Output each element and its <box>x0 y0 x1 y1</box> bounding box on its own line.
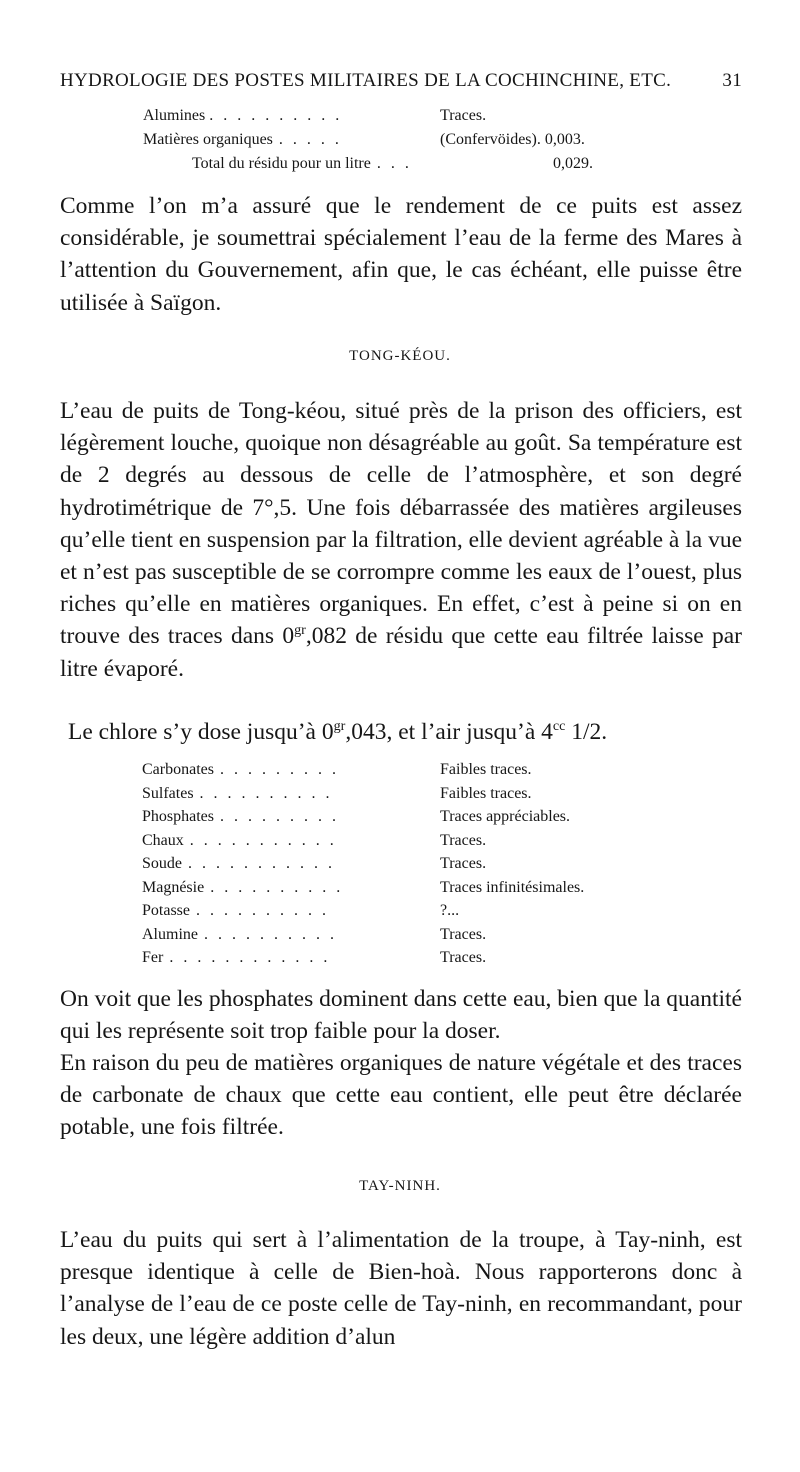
item-value: 0,029. <box>553 155 593 172</box>
paragraph-chlore <box>60 716 742 748</box>
item-value: (Confervöides). 0,003. <box>440 131 585 148</box>
leader-dots: . . . . . . . . . . <box>209 107 343 124</box>
item-name: Soude <box>142 855 182 872</box>
unit-superscript: gr <box>333 718 346 735</box>
running-head <box>60 70 742 92</box>
page-number: 31 <box>722 70 742 91</box>
item-name: Fer <box>142 949 164 966</box>
text-run: L’eau de puits de Tong-kéou, situé près de la prison des officiers, est légèrement louche, quoique non désagréable au goût. Sa température est de 2 degrés au dessous de celle de l’atmosphère, et son degré hydrotimétrique de 7°,5. Une fois débarrassée des matières argileuses qu’elle tient en suspension par la filtration, elle devient agréable à la vue et n’est pas susceptible de se corrompre comme les eaux de l’ouest, plus riches qu’elle en matières organiques. En effet, c’est à peine si on en trouve des traces dans 0 <box>60 398 742 650</box>
text-run: ,082 de résidu que cette eau filtrée laisse par litre évaporé. <box>60 623 742 682</box>
paragraph-phosphates: On voit que les phosphates dominent dans cette eau, bien que la quantité qui les représente soit trop faible pour la doser. <box>60 986 742 1045</box>
item-value: Traces. <box>440 855 487 872</box>
section-title-tong-keou: TONG-KÉOU. <box>349 348 451 364</box>
item-name: Total du résidu pour un litre <box>192 155 371 172</box>
item-value: Traces. <box>440 949 487 966</box>
item-value: Faibles traces. <box>440 761 532 778</box>
list-item <box>142 758 339 782</box>
item-name: Alumines <box>143 107 206 124</box>
leader-dots: . . . . . . . . . . . . <box>169 949 331 966</box>
item-value: Traces appréciables. <box>440 808 571 825</box>
list-item <box>142 899 329 923</box>
top-analysis-list <box>0 104 800 176</box>
list-item <box>143 104 342 128</box>
item-value: Traces. <box>440 831 487 849</box>
item-name: Sulfates <box>142 784 194 802</box>
analysis-list <box>0 758 800 970</box>
leader-dots: . . . . . <box>278 131 342 148</box>
paragraph-potable: En raison du peu de matières organiques de nature végétale et des traces de carbonate de chaux que cette eau contient, elle peut être déclarée potable, une fois filtrée. <box>60 1050 742 1141</box>
leader-dots: . . . . . . . . . <box>220 808 339 825</box>
section-title-tay-ninh: TAY-NINH. <box>359 1178 441 1194</box>
item-name: Matières organiques <box>143 131 273 148</box>
list-item <box>192 152 412 176</box>
paragraph-ferme-des-mares: Comme l’on m’a assuré que le rendement de ce puits est assez considérable, je soumettrai spécialement l’eau de la ferme des Mares à l’attention du Gouvernement, afin que, le cas échéant, elle puisse être utilisée à Saïgon. <box>60 193 742 316</box>
item-value: Faibles traces. <box>440 784 532 802</box>
leader-dots: . . . . . . . . . . . <box>189 831 337 849</box>
list-item <box>142 923 337 947</box>
item-name: Carbonates <box>142 761 214 778</box>
list-item <box>142 805 339 829</box>
item-value: ?... <box>440 902 460 919</box>
leader-dots: . . . . . . . . . . <box>196 902 329 919</box>
item-value: Traces infinitésimales. <box>440 878 585 896</box>
text-run: 1/2. <box>565 719 608 745</box>
leader-dots: . . . . . . . . . . <box>204 925 337 943</box>
item-name: Alumine <box>142 925 198 943</box>
list-item <box>142 876 343 900</box>
leader-dots: . . . . . . . . . <box>219 761 339 778</box>
text-run: Le chlore s’y dose jusqu’à 0 <box>68 719 334 745</box>
leader-dots: . . . . . . . . . . <box>199 784 333 802</box>
list-item <box>143 128 342 152</box>
text-run: ,043, et l’air jusqu’à 4 <box>345 719 553 745</box>
item-value: Traces. <box>440 107 487 124</box>
list-item <box>142 829 337 853</box>
paragraph-tong-keou <box>60 395 742 685</box>
item-name: Potasse <box>142 902 190 919</box>
leader-dots: . . . . . . . . . . . <box>188 855 335 872</box>
item-name: Phosphates <box>142 808 214 825</box>
leader-dots: . . . <box>376 155 412 172</box>
leader-dots: . . . . . . . . . . <box>210 878 344 896</box>
paragraph-tay-ninh: L’eau du puits qui sert à l’alimentation de la troupe, à Tay-ninh, est presque identique à celle de Bien-hoà. Nous rapporterons donc à l’analyse de l’eau de ce poste celle de Tay-ninh, en recommandant, pour les deux, une légère addition d’alun <box>60 1227 742 1350</box>
list-item <box>142 946 330 970</box>
unit-superscript: cc <box>552 718 566 735</box>
unit-superscript: gr <box>294 622 306 639</box>
list-item <box>142 852 335 876</box>
running-title: HYDROLOGIE DES POSTES MILITAIRES DE LA COCHINCHINE, ETC. <box>60 70 672 91</box>
list-item <box>142 782 333 806</box>
item-name: Magnésie <box>142 878 205 896</box>
item-value: Traces. <box>440 925 487 943</box>
item-name: Chaux <box>142 831 184 849</box>
